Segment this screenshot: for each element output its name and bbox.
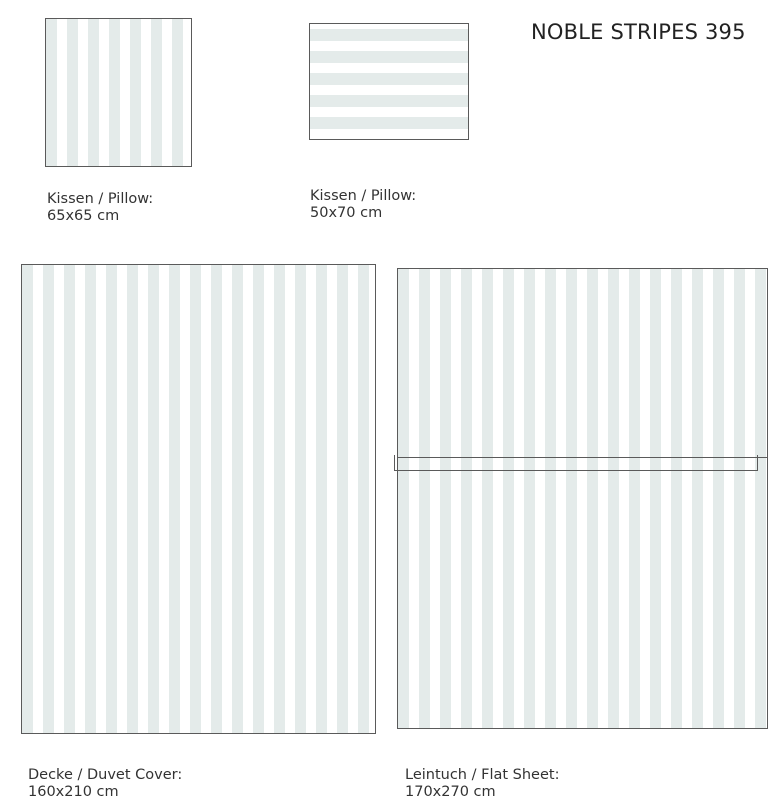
pillow-50x70-size: 50x70 cm — [310, 205, 383, 221]
pillow-50x70-label: Kissen / Pillow: — [310, 188, 417, 204]
pillow-50x70-swatch — [309, 23, 469, 140]
duvet-cover-size: 160x210 cm — [28, 784, 119, 800]
pillow-65x65-size: 65x65 cm — [47, 208, 120, 224]
flat-sheet-label: Leintuch / Flat Sheet: — [405, 767, 560, 783]
flat-sheet-swatch — [397, 268, 768, 729]
duvet-cover-swatch — [21, 264, 376, 734]
flat-sheet-caption — [405, 767, 559, 801]
collection-title: NOBLE STRIPES 395 — [531, 20, 746, 44]
duvet-cover-label: Decke / Duvet Cover: — [28, 767, 183, 783]
pillow-65x65-swatch — [45, 18, 192, 167]
pillow-65x65-caption — [47, 191, 153, 225]
flat-sheet-fold-edge — [394, 455, 758, 471]
pillow-50x70-caption — [310, 188, 416, 222]
duvet-cover-caption — [28, 767, 182, 801]
flat-sheet-size: 170x270 cm — [405, 784, 496, 800]
pillow-65x65-label: Kissen / Pillow: — [47, 191, 154, 207]
